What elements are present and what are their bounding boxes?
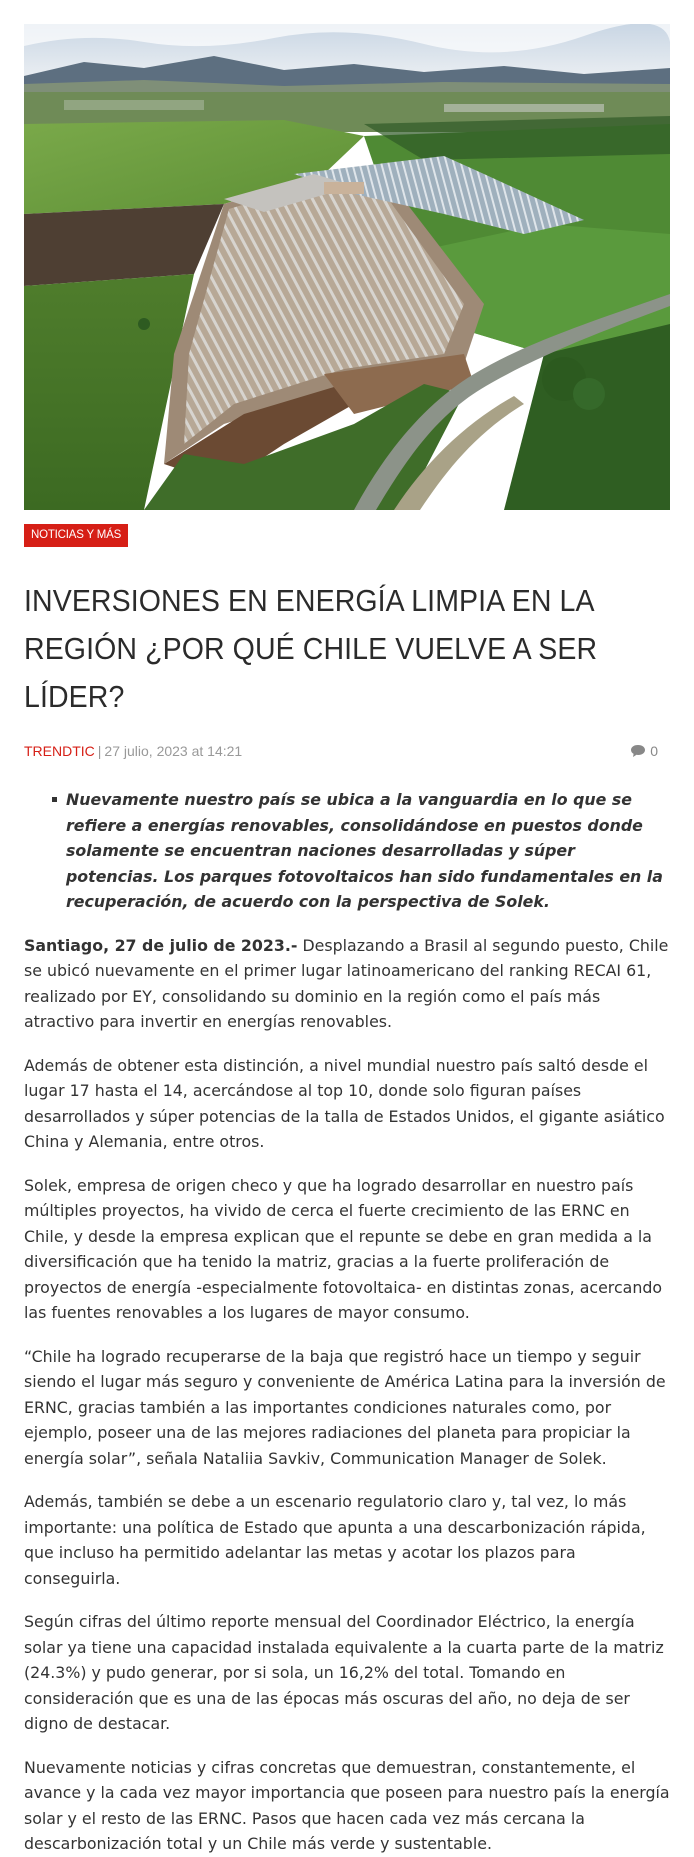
- article-title: INVERSIONES EN ENERGÍA LIMPIA EN LA REGIÓN ¿POR QUÉ CHILE VUELVE A SER LÍDER?: [24, 583, 598, 714]
- publish-date: 27 julio, 2023 at 14:21: [104, 743, 243, 759]
- hero-image[interactable]: [24, 24, 670, 510]
- category-badge[interactable]: NOTICIAS Y MÁS: [24, 524, 128, 547]
- meta-separator: |: [97, 743, 102, 759]
- article-meta: [24, 743, 670, 769]
- paragraph-text: Desplazando a Brasil al segundo puesto, Chile se ubicó nuevamente en el primer lugar latinoamericano del ranking RECAI 61, realizado por EY, consolidando su dominio en la región como el país más atractivo para invertir en energías renovables.: [24, 935, 669, 1031]
- comments-link[interactable]: [630, 743, 658, 759]
- lead-list: [24, 787, 670, 915]
- speech-bubble-icon: [630, 744, 646, 758]
- body-paragraph-7: Nuevamente noticias y cifras concretas que demuestran, constantemente, el avance y la cada vez mayor importancia que poseen para nuestro país la energía solar y el resto de las ERNC. Pasos que hacen cada vez más cercana la descarbonización total y un Chile más verde y sustentable.: [24, 1757, 670, 1853]
- author-link[interactable]: TRENDTIC: [24, 743, 95, 759]
- lead-item: Nuevamente nuestro país se ubica a la vanguardia en lo que se refiere a energías renovables, consolidándose en puestos donde solamente se encuentran naciones desarrolladas y súper potencias. Los parques fotovoltaicos han sido fundamentales en la recuperación, de acuerdo con la perspectiva de Solek.: [66, 787, 670, 915]
- body-paragraph-2: Además de obtener esta distinción, a nivel mundial nuestro país saltó desde el lugar 17 hasta el 14, acercándose al top 10, donde solo figuran países desarrollados y súper potencias de la talla de Estados Unidos, el gigante asiático China y Alemania, entre otros.: [24, 1055, 665, 1151]
- body-paragraph-6: Según cifras del último reporte mensual del Coordinador Eléctrico, la energía solar ya tiene una capacidad instalada equivalente a la cuarta parte de la matriz (24.3%) y pudo generar, por si sola, un 16,2% del total. Tomando en consideración que es una de las épocas más oscuras del año, no deja de ser digno de destacar.: [24, 1612, 664, 1733]
- comment-count: 0: [650, 743, 658, 759]
- dateline: Santiago, 27 de julio de 2023.-: [24, 935, 298, 955]
- body-paragraph-5: Además, también se debe a un escenario regulatorio claro y, tal vez, lo más importante: una política de Estado que apunta a una descarbonización rápida, que incluso ha permitido adelantar las metas y acotar los plazos para conseguirla.: [24, 1492, 646, 1588]
- body-paragraph-1: [24, 933, 670, 1035]
- body-paragraph-4: “Chile ha logrado recuperarse de la baja que registró hace un tiempo y seguir siendo el lugar más seguro y conveniente de América Latina para la inversión de ERNC, gracias también a las importantes condiciones naturales como, por ejemplo, poseer una de las mejores radiaciones del planeta para propiciar la energía solar”, señala Nataliia Savkiv, Communication Manager de Solek.: [24, 1346, 666, 1468]
- article: [24, 24, 670, 1857]
- body-paragraph-3: Solek, empresa de origen checo y que ha logrado desarrollar en nuestro país múltiples proyectos, ha vivido de cerca el fuerte crecimiento de las ERNC en Chile, y desde la empresa explican que el repunte se debe en gran medida a la diversificación que ha tenido la matriz, gracias a la fuerte proliferación de proyectos de energía -especialmente fotovoltaica- en distintas zonas, acercando las fuentes renovables a los lugares de mayor consumo.: [24, 1175, 663, 1322]
